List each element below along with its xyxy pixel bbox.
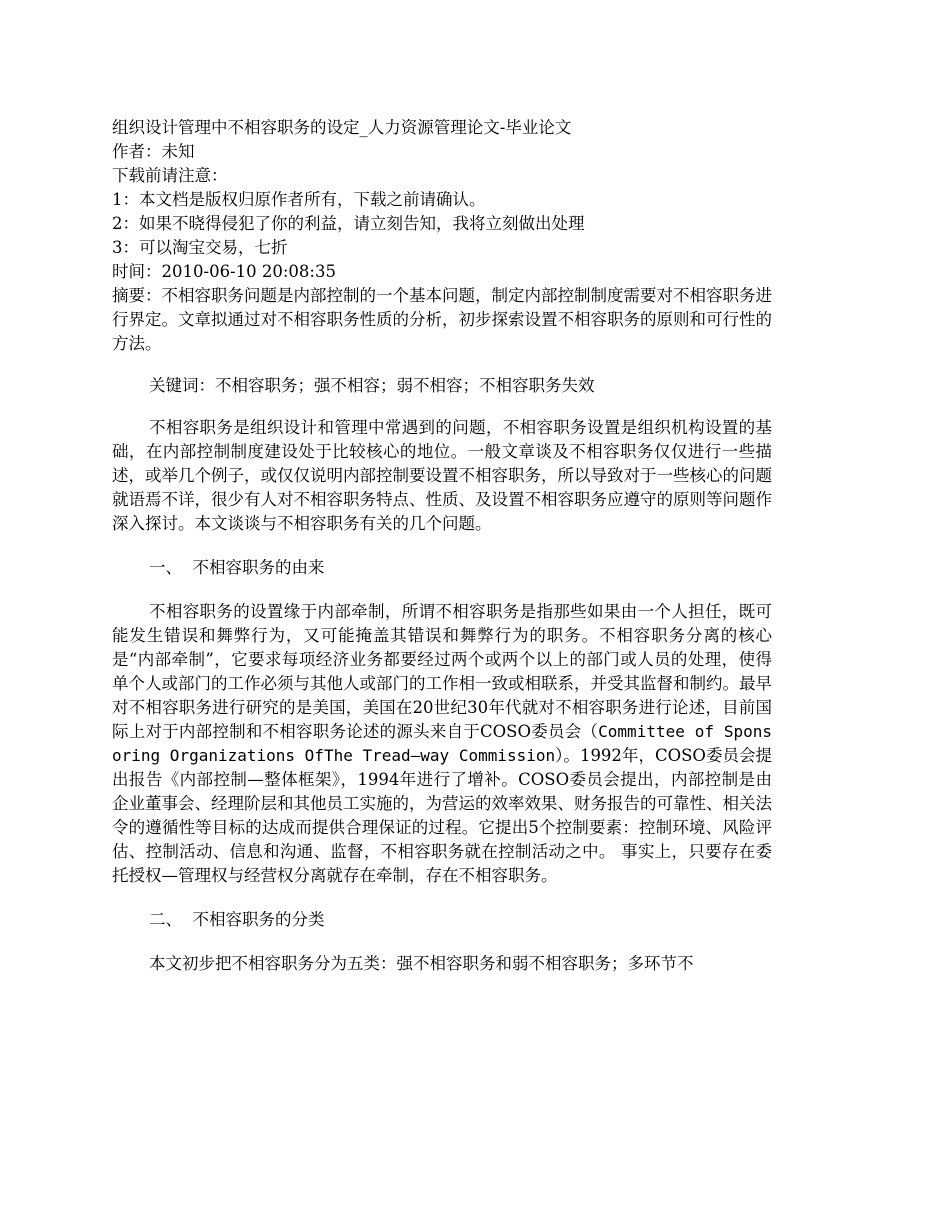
intro-paragraph: 不相容职务是组织设计和管理中常遇到的问题，不相容职务设置是组织机构设置的基础，在内部控制制度建设处于比较核心的地位。一般文章谈及不相容职务仅仅进行一些描述，或举几个例子，或仅仅说明内部控制要设置不相容职务，所以导致对于一些核心的问题就语焉不详，很少有人对不相容职务特点、性质、及设置不相容职务应遵守的原则等问题作深入探讨。本文谈谈与不相容职务有关的几个问题。 [112,418,772,533]
notice-item: 3：可以淘宝交易，七折 [112,238,288,257]
time-line: 时间：2010-06-10 20:08:35 [112,262,336,281]
spacer [112,398,772,416]
notice-item: 1：本文档是版权归原作者所有，下载之前请确认。 [112,190,486,209]
notice-title: 下载前请注意： [112,166,228,185]
document-page [112,116,772,976]
abstract-paragraph: 摘要：不相容职务问题是内部控制的一个基本问题，制定内部控制制度需要对不相容职务进行界定。文章拟通过对不相容职务性质的分析，初步探索设置不相容职务的原则和可行性的方法。 [112,286,772,353]
spacer [112,536,772,556]
section-classification-paragraph: 本文初步把不相容职务分为五类：强不相容职务和弱不相容职务；多环节不 [149,954,694,973]
keywords-paragraph: 关键词：不相容职务；强不相容；弱不相容；不相容职务失效 [149,376,595,395]
section-heading-classification: 二、 不相容职务的分类 [149,910,325,929]
section-origin-paragraph [112,600,772,888]
document-title: 组织设计管理中不相容职务的设定_人力资源管理论文-毕业论文 [112,118,572,137]
spacer [112,888,772,908]
section-heading-origin: 一、 不相容职务的由来 [149,558,325,577]
paragraph-text: ）。1992年，COSO委员会提出报告《内部控制—整体框架》，1994年进行了增补。COSO委员会提出，内部控制是由企业董事会、经理阶层和其他员工实施的，为营运的效率效果、财务报告的可靠性、相关法令的遵循性等目标的达成而提供合理保证的过程。它提出5个控制要素：控制环境、风险评估、控制活动、信息和沟通、监督，不相容职务就在控制活动之中。 事实上，只要存在委托授权—管理权与经营权分离就存在牵制，存在不相容职务。 [112,746,772,885]
coso-english-name: Committee of Sponsoring Organizations OfThe Tread—way Commission [112,722,773,765]
paragraph-text: 不相容职务的设置缘于内部牵制，所谓不相容职务是指那些如果由一个人担任，既可能发生错误和舞弊行为，又可能掩盖其错误和舞弊行为的职务。不相容职务分离的核心是“内部牵制”，它要求每项经济业务都要经过两个或两个以上的部门或人员的处理，使得单个人或部门的工作必须与其他人或部门的工作相一致或相联系，并受其监督和制约。最早对不相容职务进行研究的是美国，美国在20世纪30年代就对不相容职务进行论述，目前国际上对于内部控制和不相容职务论述的源头来自于COSO委员会（ [112,602,772,741]
spacer [112,580,772,600]
author-line: 作者：未知 [112,142,195,161]
notice-item: 2：如果不晓得侵犯了你的利益，请立刻告知，我将立刻做出处理 [112,214,585,233]
spacer [112,356,772,374]
spacer [112,932,772,952]
